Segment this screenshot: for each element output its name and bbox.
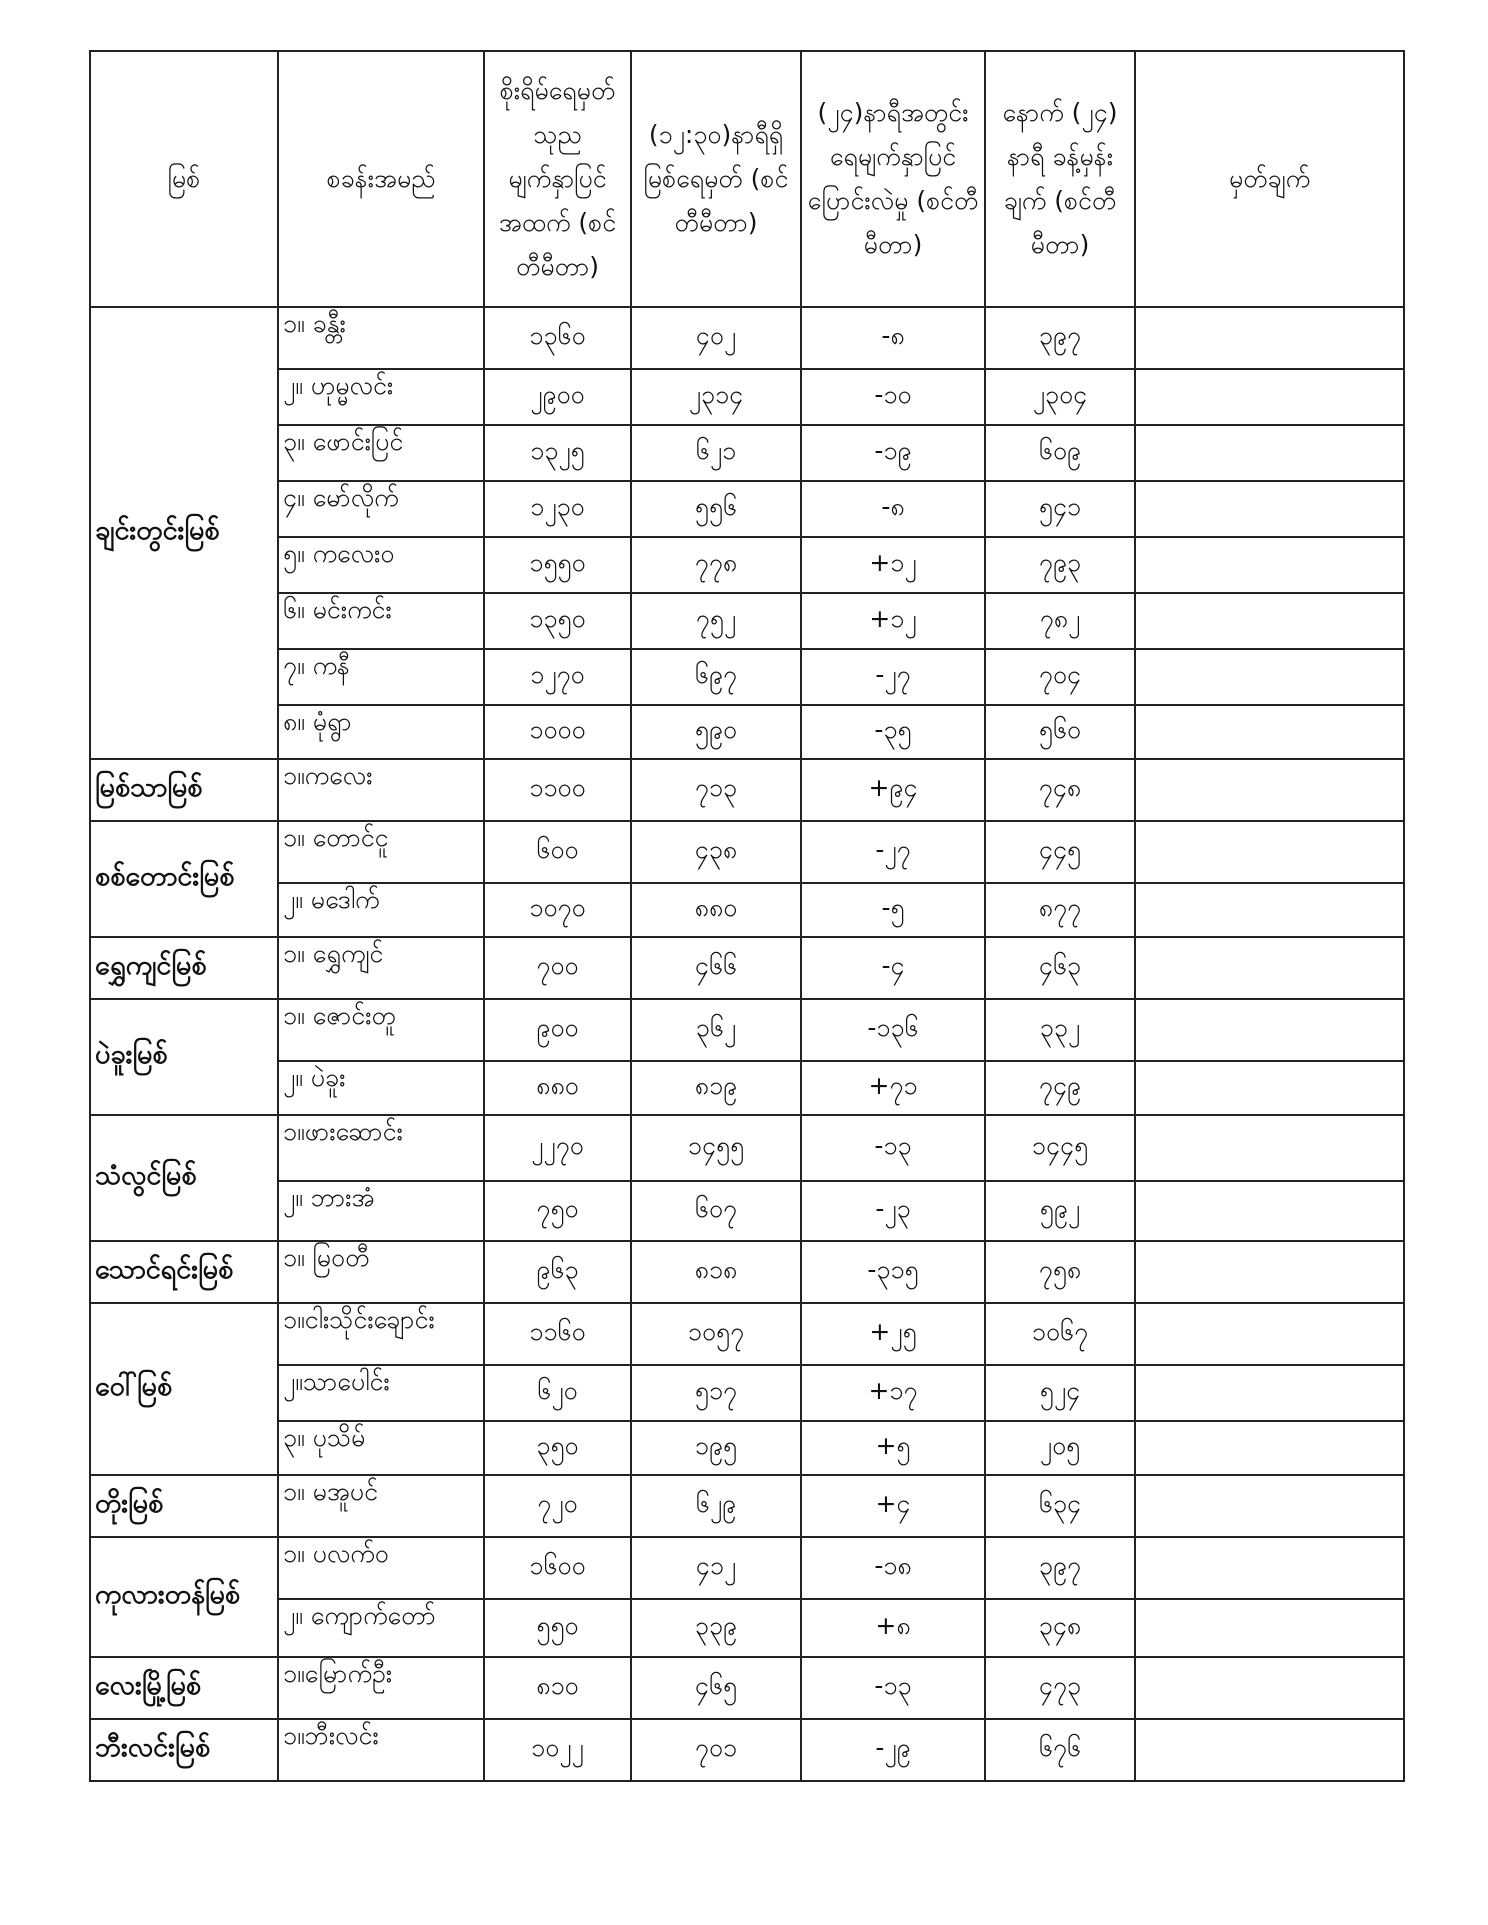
current-level: ၄၀၂ (631, 307, 801, 369)
danger-level: ၆၂၀ (484, 1365, 631, 1421)
station-name: ၂။ ဘားအံ (278, 1181, 484, 1241)
remark (1135, 307, 1404, 369)
level-change: -၁၃ (801, 1115, 985, 1181)
station-name: ၂။ မဒေါက် (278, 883, 484, 937)
remark (1135, 1599, 1404, 1657)
current-level: ၅၁၇ (631, 1365, 801, 1421)
level-change: -၄ (801, 937, 985, 999)
current-level: ၂၃၁၄ (631, 369, 801, 425)
remark (1135, 1115, 1404, 1181)
table-row (90, 1061, 1404, 1115)
remark (1135, 1537, 1404, 1599)
current-level: ၇၅၂ (631, 593, 801, 649)
danger-level: ၃၅၀ (484, 1421, 631, 1475)
table-row (90, 1421, 1404, 1475)
station-name: ၁။မြောက်ဦး (278, 1657, 484, 1719)
forecast-level: ၅၄၁ (985, 481, 1135, 537)
danger-level: ၁၀၀၀ (484, 705, 631, 759)
danger-level: ၁၆၀၀ (484, 1537, 631, 1599)
remark (1135, 425, 1404, 481)
station-name: ၁။ ဇောင်းတူ (278, 999, 484, 1061)
river-name: ကုလားတန်မြစ် (90, 1537, 278, 1657)
station-name: ၆။ မင်းကင်း (278, 593, 484, 649)
danger-level: ၉၀၀ (484, 999, 631, 1061)
danger-level: ၁၅၅၀ (484, 537, 631, 593)
remark (1135, 1241, 1404, 1303)
table-row (90, 1475, 1404, 1537)
station-name: ၁။ကလေး (278, 759, 484, 821)
danger-level: ၉၆၃ (484, 1241, 631, 1303)
table-row (90, 705, 1404, 759)
danger-level: ၈၁၀ (484, 1657, 631, 1719)
station-name: ၈။ မုံရွာ (278, 705, 484, 759)
remark (1135, 649, 1404, 705)
table-row (90, 369, 1404, 425)
current-level: ၆၂၉ (631, 1475, 801, 1537)
level-change: -၃၁၅ (801, 1241, 985, 1303)
forecast-level: ၆၃၄ (985, 1475, 1135, 1537)
level-change: -၈ (801, 481, 985, 537)
remark (1135, 481, 1404, 537)
forecast-level: ၂၃၀၄ (985, 369, 1135, 425)
remark (1135, 1181, 1404, 1241)
current-level: ၅၅၆ (631, 481, 801, 537)
level-change: +၅ (801, 1421, 985, 1475)
danger-level: ၁၃၆၀ (484, 307, 631, 369)
river-name: ပဲခူးမြစ် (90, 999, 278, 1115)
danger-level: ၅၅၀ (484, 1599, 631, 1657)
current-level: ၃၆၂ (631, 999, 801, 1061)
forecast-level: ၈၇၇ (985, 883, 1135, 937)
danger-level: ၁၂၇၀ (484, 649, 631, 705)
header-row (90, 51, 1404, 307)
forecast-level: ၃၉၇ (985, 1537, 1135, 1599)
current-level: ၆၀၇ (631, 1181, 801, 1241)
danger-level: ၈၈၀ (484, 1061, 631, 1115)
header-station: စခန်းအမည် (278, 51, 484, 307)
current-level: ၄၃၈ (631, 821, 801, 883)
table-row (90, 821, 1404, 883)
current-level: ၈၁၉ (631, 1061, 801, 1115)
forecast-level: ၅၂၄ (985, 1365, 1135, 1421)
danger-level: ၁၃၅၀ (484, 593, 631, 649)
table-row (90, 883, 1404, 937)
station-name: ၁။ ပလက်ဝ (278, 1537, 484, 1599)
current-level: ၇၁၃ (631, 759, 801, 821)
station-name: ၁။ မအူပင် (278, 1475, 484, 1537)
forecast-level: ၇၉၃ (985, 537, 1135, 593)
river-name: သံလွင်မြစ် (90, 1115, 278, 1241)
remark (1135, 593, 1404, 649)
current-level: ၄၆၅ (631, 1657, 801, 1719)
current-level: ၁၉၅ (631, 1421, 801, 1475)
forecast-level: ၄၇၃ (985, 1657, 1135, 1719)
table-row (90, 937, 1404, 999)
current-level: ၈၁၈ (631, 1241, 801, 1303)
station-name: ၂။သာပေါင်း (278, 1365, 484, 1421)
header-current-level: (၁၂:၃၀)နာရီရှိ မြစ်ရေမှတ် (စင်တီမီတာ) (631, 51, 801, 307)
station-name: ၇။ ကနီ (278, 649, 484, 705)
river-name: စစ်တောင်းမြစ် (90, 821, 278, 937)
level-change: +၁၂ (801, 537, 985, 593)
table-body (90, 307, 1404, 1781)
table-row (90, 537, 1404, 593)
river-name: ဝေါ်မြစ် (90, 1303, 278, 1475)
header-forecast: နောက် (၂၄) နာရီ ခန့်မှန်းချက် (စင်တီမီတာ) (985, 51, 1135, 307)
forecast-level: ၇၄၈ (985, 759, 1135, 821)
station-name: ၂။ ဟုမ္မလင်း (278, 369, 484, 425)
forecast-level: ၂၀၅ (985, 1421, 1135, 1475)
station-name: ၁။ဘီးလင်း (278, 1719, 484, 1781)
forecast-level: ၆၀၉ (985, 425, 1135, 481)
forecast-level: ၇၄၉ (985, 1061, 1135, 1115)
current-level: ၄၁၂ (631, 1537, 801, 1599)
forecast-level: ၅၆၀ (985, 705, 1135, 759)
danger-level: ၇၀၀ (484, 937, 631, 999)
forecast-level: ၃၉၇ (985, 307, 1135, 369)
station-name: ၃။ ဖောင်းပြင် (278, 425, 484, 481)
danger-level: ၇၅၀ (484, 1181, 631, 1241)
forecast-level: ၇၀၄ (985, 649, 1135, 705)
remark (1135, 821, 1404, 883)
level-change: -၂၉ (801, 1719, 985, 1781)
level-change: -၈ (801, 307, 985, 369)
level-change: +၈ (801, 1599, 985, 1657)
forecast-level: ၄၄၅ (985, 821, 1135, 883)
danger-level: ၇၂၀ (484, 1475, 631, 1537)
current-level: ၅၉၀ (631, 705, 801, 759)
river-name: ရွှေကျင်မြစ် (90, 937, 278, 999)
table-row (90, 1181, 1404, 1241)
header-change: (၂၄)နာရီအတွင်း ရေမျက်နှာပြင် ပြောင်းလဲမှု (စင်တီမီတာ) (801, 51, 985, 307)
table-row (90, 1599, 1404, 1657)
table-row (90, 425, 1404, 481)
remark (1135, 883, 1404, 937)
river-name: တိုးမြစ် (90, 1475, 278, 1537)
level-change: -၅ (801, 883, 985, 937)
river-name: ချင်းတွင်းမြစ် (90, 307, 278, 759)
table-row (90, 481, 1404, 537)
table-row (90, 649, 1404, 705)
station-name: ၄။ မော်လိုက် (278, 481, 484, 537)
level-change: +၇၁ (801, 1061, 985, 1115)
table-row (90, 1537, 1404, 1599)
remark (1135, 999, 1404, 1061)
level-change: -၁၃၆ (801, 999, 985, 1061)
table-row (90, 1719, 1404, 1781)
danger-level: ၂၂၇၀ (484, 1115, 631, 1181)
header-river: မြစ် (90, 51, 278, 307)
current-level: ၁၄၅၅ (631, 1115, 801, 1181)
level-change: -၃၅ (801, 705, 985, 759)
danger-level: ၁၃၂၅ (484, 425, 631, 481)
danger-level: ၁၀၇၀ (484, 883, 631, 937)
remark (1135, 1365, 1404, 1421)
forecast-level: ၄၆၃ (985, 937, 1135, 999)
level-change: -၁၃ (801, 1657, 985, 1719)
station-name: ၁။ငါးသိုင်းချောင်း (278, 1303, 484, 1365)
remark (1135, 705, 1404, 759)
station-name: ၁။ဖားဆောင်း (278, 1115, 484, 1181)
danger-level: ၁၁၀၀ (484, 759, 631, 821)
river-level-table (89, 50, 1405, 1782)
level-change: +၁၂ (801, 593, 985, 649)
current-level: ၈၈၀ (631, 883, 801, 937)
header-danger-level: စိုးရိမ်ရေမှတ် သုည မျက်နှာပြင် အထက် (စင်တီမီတာ) (484, 51, 631, 307)
remark (1135, 369, 1404, 425)
level-change: -၁၈ (801, 1537, 985, 1599)
remark (1135, 1421, 1404, 1475)
table-row (90, 1241, 1404, 1303)
station-name: ၁။ ခန္တီး (278, 307, 484, 369)
danger-level: ၁၀၂၂ (484, 1719, 631, 1781)
remark (1135, 1475, 1404, 1537)
danger-level: ၆၀၀ (484, 821, 631, 883)
station-name: ၁။ တောင်ငူ (278, 821, 484, 883)
forecast-level: ၅၉၂ (985, 1181, 1135, 1241)
header-remark: မှတ်ချက် (1135, 51, 1404, 307)
forecast-level: ၃၄၈ (985, 1599, 1135, 1657)
table-row (90, 593, 1404, 649)
current-level: ၁၀၅၇ (631, 1303, 801, 1365)
table-row (90, 999, 1404, 1061)
remark (1135, 1303, 1404, 1365)
forecast-level: ၇၅၈ (985, 1241, 1135, 1303)
danger-level: ၁၁၆၀ (484, 1303, 631, 1365)
river-name: မြစ်သာမြစ် (90, 759, 278, 821)
station-name: ၂။ ကျောက်တော် (278, 1599, 484, 1657)
remark (1135, 937, 1404, 999)
danger-level: ၂၉၀၀ (484, 369, 631, 425)
forecast-level: ၁၄၄၅ (985, 1115, 1135, 1181)
level-change: +၄ (801, 1475, 985, 1537)
level-change: -၂၇ (801, 649, 985, 705)
table-row (90, 759, 1404, 821)
danger-level: ၁၂၃၀ (484, 481, 631, 537)
level-change: -၁၀ (801, 369, 985, 425)
level-change: -၁၉ (801, 425, 985, 481)
current-level: ၆၉၇ (631, 649, 801, 705)
forecast-level: ၇၈၂ (985, 593, 1135, 649)
forecast-level: ၆၇၆ (985, 1719, 1135, 1781)
remark (1135, 759, 1404, 821)
table-row (90, 1115, 1404, 1181)
level-change: +၉၄ (801, 759, 985, 821)
station-name: ၅။ ကလေးဝ (278, 537, 484, 593)
forecast-level: ၃၃၂ (985, 999, 1135, 1061)
table-row (90, 1657, 1404, 1719)
level-change: -၂၃ (801, 1181, 985, 1241)
level-change: +၁၇ (801, 1365, 985, 1421)
station-name: ၁။ ရွှေကျင် (278, 937, 484, 999)
table-row (90, 1365, 1404, 1421)
station-name: ၂။ ပဲခူး (278, 1061, 484, 1115)
station-name: ၁။ မြဝတီ (278, 1241, 484, 1303)
forecast-level: ၁၀၆၇ (985, 1303, 1135, 1365)
current-level: ၃၃၉ (631, 1599, 801, 1657)
level-change: +၂၅ (801, 1303, 985, 1365)
table-row (90, 307, 1404, 369)
current-level: ၆၂၁ (631, 425, 801, 481)
remark (1135, 1657, 1404, 1719)
station-name: ၃။ ပုသိမ် (278, 1421, 484, 1475)
current-level: ၄၆၆ (631, 937, 801, 999)
remark (1135, 537, 1404, 593)
table-row (90, 1303, 1404, 1365)
river-name: ဘီးလင်းမြစ် (90, 1719, 278, 1781)
level-change: -၂၇ (801, 821, 985, 883)
current-level: ၇၀၁ (631, 1719, 801, 1781)
river-name: သောင်ရင်းမြစ် (90, 1241, 278, 1303)
river-name: လေးမြို့မြစ် (90, 1657, 278, 1719)
remark (1135, 1061, 1404, 1115)
current-level: ၇၇၈ (631, 537, 801, 593)
remark (1135, 1719, 1404, 1781)
